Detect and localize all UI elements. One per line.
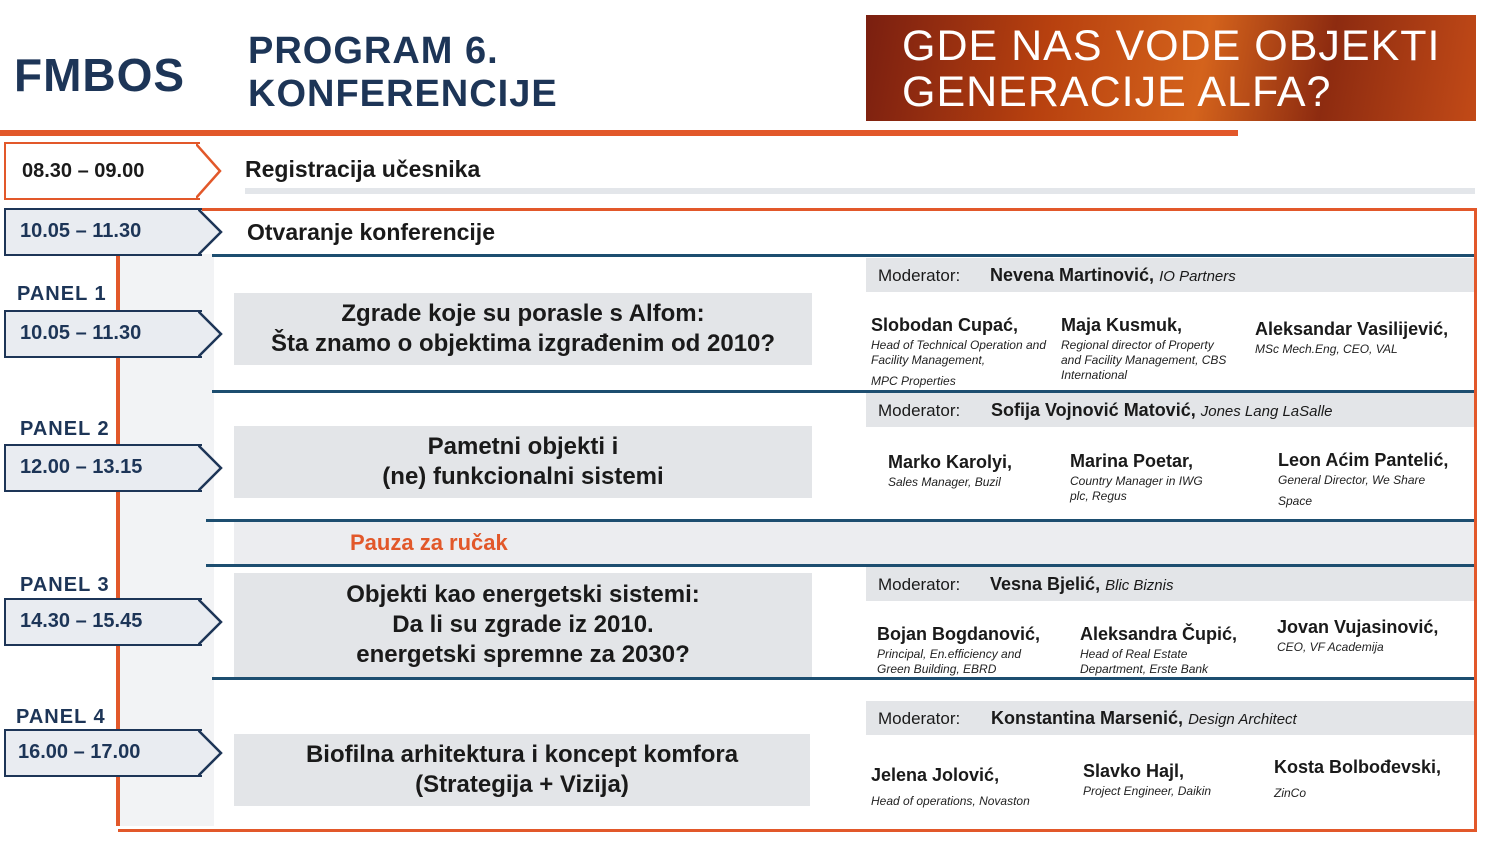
speaker-name: Bojan Bogdanović, — [877, 624, 1041, 644]
panel-1-moderator-name: Nevena Martinović, — [990, 265, 1155, 285]
panel-2-moderator — [991, 400, 1333, 421]
banner-line-2: GENERACIJE ALFA? — [902, 68, 1332, 116]
panel-1-topic — [234, 293, 812, 365]
panel-3-moderator-company: Blic Biznis — [1105, 577, 1174, 594]
conference-banner — [866, 15, 1476, 121]
panel-1-speaker-1 — [871, 315, 1061, 389]
panel-2-time: 12.00 – 13.15 — [20, 456, 143, 478]
panel-4-topic-line-1: Biofilna arhitektura i koncept komfora — [305, 741, 739, 768]
speaker-company: MPC Properties — [871, 374, 956, 388]
panel-2-moderator-company: Jones Lang LaSalle — [1200, 403, 1333, 420]
panel-1-moderator-bar — [866, 258, 1474, 292]
panel-4-speaker-1 — [871, 765, 1061, 809]
panel-3-topic-line-2: Da li su zgrade iz 2010. — [392, 611, 654, 638]
speaker-role: CEO, VF Academija — [1277, 640, 1384, 654]
speaker-role: General Director, We Share — [1278, 473, 1426, 487]
title-line-1: PROGRAM 6. — [248, 30, 499, 72]
panel-2-speaker-2 — [1070, 451, 1260, 504]
speaker-role: Regional director of Property and Facility Management, CBS International — [1061, 338, 1227, 382]
panel-3-moderator-label: Moderator: — [878, 575, 961, 594]
panel-1-moderator-label: Moderator: — [878, 266, 961, 285]
panel-3-divider — [212, 677, 1474, 680]
panel-4-moderator-company: Design Architect — [1188, 711, 1297, 728]
panel-1-label: PANEL 1 — [17, 283, 107, 305]
page-title — [248, 30, 558, 116]
speaker-name: Aleksandra Čupić, — [1080, 624, 1238, 644]
speaker-role: Project Engineer, Daikin — [1083, 784, 1212, 798]
speaker-name: Marina Poetar, — [1070, 451, 1194, 471]
panel-1-speaker-2 — [1061, 315, 1251, 383]
panel-3-speaker-3 — [1277, 617, 1467, 655]
speaker-role: Head of operations, Novaston — [871, 794, 1030, 808]
panel-3-label: PANEL 3 — [20, 574, 110, 596]
speaker-role: Sales Manager, Buzil — [888, 475, 1001, 489]
registration-underline — [245, 188, 1475, 194]
panel-2-speaker-1 — [888, 452, 1078, 490]
panel-1-arrow-icon — [198, 310, 224, 358]
panel-4-speaker-3 — [1274, 757, 1464, 801]
speaker-name: Leon Aćim Pantelić, — [1278, 450, 1449, 470]
panel-2-moderator-label: Moderator: — [878, 401, 961, 420]
panel-2-time-box — [4, 444, 202, 492]
title-line-2: KONFERENCIJE — [248, 73, 558, 115]
opening-time: 10.05 – 11.30 — [20, 220, 142, 242]
speaker-name: Kosta Bolbođevski, — [1274, 757, 1442, 777]
speaker-role: ZinCo — [1274, 786, 1307, 800]
panel-3-topic — [234, 573, 812, 677]
panel-1-time: 10.05 – 11.30 — [20, 322, 142, 344]
opening-divider — [212, 254, 1474, 257]
panel-2-speaker-3 — [1278, 450, 1468, 509]
panel-3-arrow-icon — [198, 598, 224, 646]
fmbos-logo: FMBOS — [14, 49, 186, 101]
panel-4-label: PANEL 4 — [16, 706, 106, 728]
banner-text — [902, 23, 1441, 115]
panel-2-label: PANEL 2 — [20, 418, 110, 440]
panel-4-speaker-2 — [1083, 761, 1273, 799]
panel-1-moderator — [990, 265, 1236, 286]
speaker-name: Slobodan Cupać, — [871, 315, 1019, 335]
panel-4-moderator — [991, 708, 1297, 729]
panel-2-topic-line-1: Pametni objekti i — [427, 433, 619, 460]
panel-2-arrow-icon — [198, 444, 224, 492]
panel-2-topic-line-2: (ne) funkcionalni sistemi — [382, 463, 664, 490]
speaker-name: Marko Karolyi, — [888, 452, 1013, 472]
panel-3-moderator-bar — [866, 567, 1474, 601]
speaker-name: Jovan Vujasinović, — [1277, 617, 1439, 637]
panel-4-time: 16.00 – 17.00 — [18, 741, 141, 763]
panel-1-moderator-company: IO Partners — [1159, 268, 1236, 285]
panel-4-moderator-label: Moderator: — [878, 709, 961, 728]
lunch-label: Pauza za ručak — [350, 530, 508, 555]
registration-label: Registracija učesnika — [245, 156, 481, 182]
speaker-role: Country Manager in IWG plc, Regus — [1070, 474, 1203, 503]
panel-4-topic-line-2: (Strategija + Vizija) — [415, 771, 629, 798]
panel-1-time-box — [4, 310, 202, 358]
speaker-role: Principal, En.efficiency and Green Building, EBRD — [877, 647, 1022, 676]
panel-2-moderator-name: Sofija Vojnović Matović, — [991, 400, 1196, 420]
registration-arrow-icon — [196, 142, 224, 200]
lunch-break — [234, 522, 1474, 564]
panel-3-speaker-1 — [877, 624, 1067, 677]
panel-3-moderator-name: Vesna Bjelić, — [990, 574, 1101, 594]
opening-label: Otvaranje konferencije — [247, 219, 495, 245]
panel-1-topic-line-1: Zgrade koje su porasle s Alfom: — [341, 300, 705, 327]
speaker-name: Maja Kusmuk, — [1061, 315, 1183, 335]
speaker-name: Jelena Jolović, — [871, 765, 1000, 785]
panel-3-time-box — [4, 598, 202, 646]
panel-1-speaker-3 — [1255, 319, 1449, 357]
speaker-role: Head of Real Estate Department, Erste Bank — [1080, 647, 1209, 676]
panel-4-moderator-bar — [866, 701, 1474, 735]
registration-time-box — [4, 142, 200, 200]
registration-time: 08.30 – 09.00 — [22, 160, 145, 182]
panel-2-topic — [234, 426, 812, 498]
panel-3-speaker-2 — [1080, 624, 1270, 677]
panel-4-time-box — [4, 729, 202, 777]
speaker-role: MSc Mech.Eng, CEO, VAL — [1255, 342, 1398, 356]
opening-arrow-icon — [198, 208, 224, 256]
speaker-role: Head of Technical Operation and Facility Management, — [871, 338, 1047, 367]
opening-time-box — [4, 208, 202, 256]
speaker-name: Slavko Hajl, — [1083, 761, 1185, 781]
panel-3-topic-line-1: Objekti kao energetski sistemi: — [346, 581, 700, 608]
panel-1-topic-line-2: Šta znamo o objektima izgrađenim od 2010? — [270, 330, 776, 357]
panel-3-topic-line-3: energetski spremne za 2030? — [356, 641, 690, 668]
panel-3-time: 14.30 – 15.45 — [20, 610, 143, 632]
panel-4-arrow-icon — [198, 729, 224, 777]
banner-line-1: GDE NAS VODE OBJEKTI — [902, 22, 1441, 70]
panel-3-moderator — [990, 574, 1173, 595]
panel-4-topic — [234, 734, 810, 806]
panel-4-moderator-name: Konstantina Marsenić, — [991, 708, 1184, 728]
speaker-name: Aleksandar Vasilijević, — [1255, 319, 1449, 339]
speaker-company: Space — [1278, 494, 1313, 508]
header-divider — [0, 130, 1238, 136]
panel-2-moderator-bar — [866, 393, 1474, 427]
